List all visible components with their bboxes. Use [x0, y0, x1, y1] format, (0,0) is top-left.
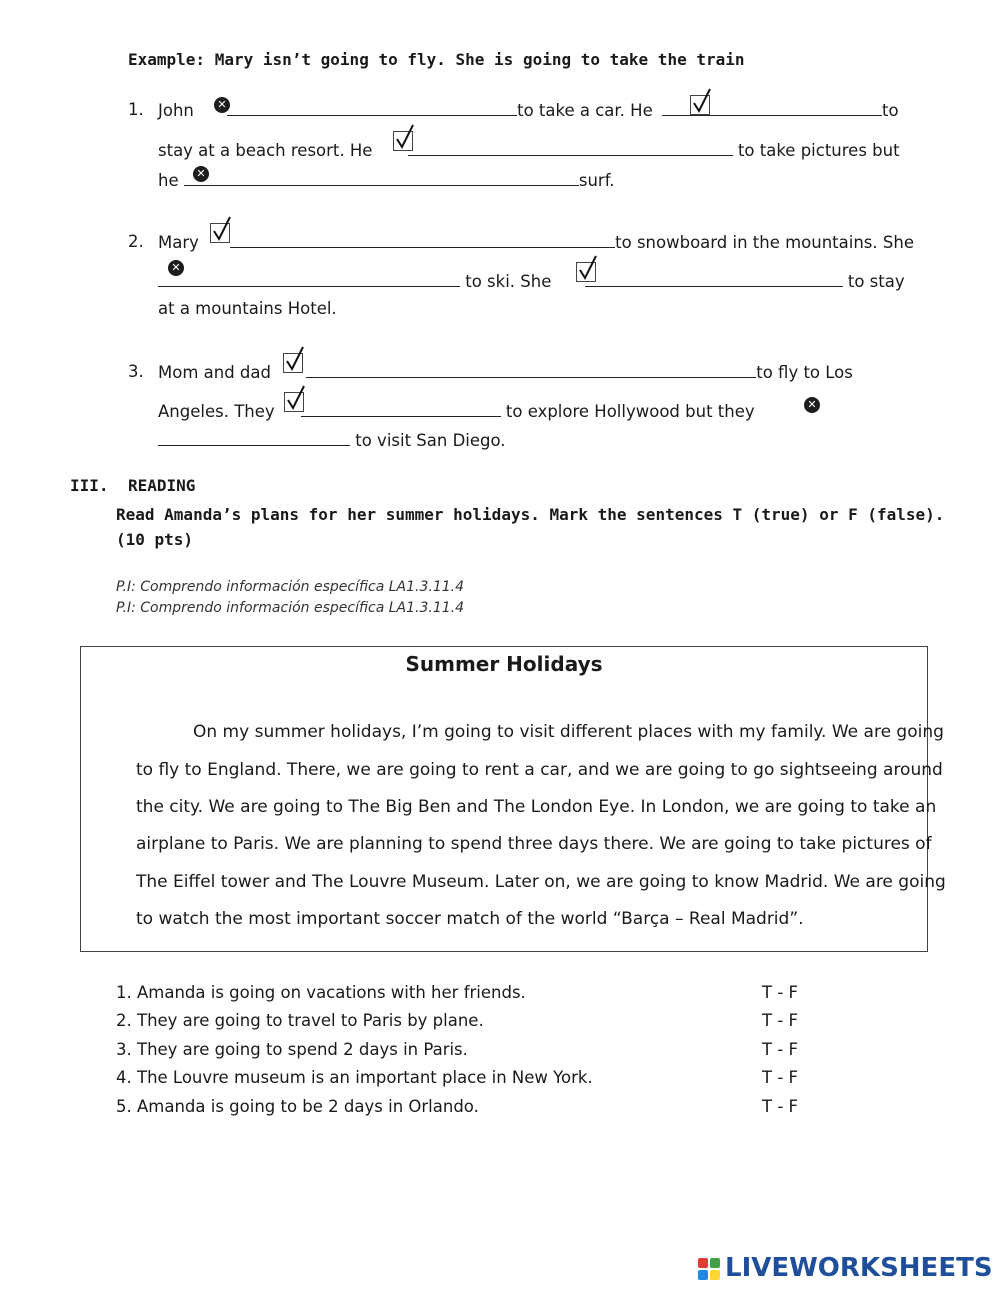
q2-text-a: Mary	[158, 233, 205, 252]
story-line: On my summer holidays, I’m going to visit different places with my family. We are going	[193, 722, 944, 742]
logo-block	[698, 1258, 708, 1268]
q2-text-b: to snowboard in the mountains. She	[615, 233, 914, 252]
q3-line3	[158, 430, 506, 450]
logo-block	[698, 1270, 708, 1280]
statement-text: 2. They are going to travel to Paris by plane.	[116, 1011, 484, 1030]
checkmark-icon	[284, 392, 304, 412]
q1-text-a: John	[158, 101, 200, 120]
true-false-option[interactable]: T - F	[762, 1040, 799, 1059]
q2-text-d: to stay	[842, 272, 905, 291]
true-false-option[interactable]: T - F	[762, 1097, 799, 1116]
logo-block	[710, 1270, 720, 1280]
cross-icon: ✕	[804, 397, 820, 413]
q2-line3: at a mountains Hotel.	[158, 299, 337, 318]
story-title: Summer Holidays	[405, 652, 603, 676]
checkmark-icon	[690, 95, 710, 115]
logo-block	[710, 1258, 720, 1268]
q1-text-c: to	[881, 101, 899, 120]
q3-text-c: Angeles. They	[158, 402, 275, 421]
checkmark-icon	[393, 131, 413, 151]
q2-line2	[158, 271, 905, 291]
q1-line3	[158, 170, 615, 190]
q1-text-g: surf.	[578, 171, 615, 190]
q2-blank-1[interactable]	[230, 232, 615, 248]
instruction-line2: (10 pts)	[116, 530, 194, 549]
q3-line1	[158, 362, 853, 382]
q1-text-e: to take pictures but	[732, 141, 900, 160]
q3-text-e: to visit San Diego.	[350, 431, 506, 450]
q1-blank-3[interactable]	[408, 140, 733, 156]
cross-icon: ✕	[214, 97, 230, 113]
q1-line1	[158, 100, 899, 120]
q3-blank-3[interactable]	[158, 430, 350, 446]
statement-text: 3. They are going to spend 2 days in Paris.	[116, 1040, 468, 1059]
performance-indicator: P.I: Comprendo información específica LA1.3.11.4	[116, 579, 465, 595]
q1-text-b: to take a car. He	[517, 101, 658, 120]
q3-number: 3.	[128, 362, 144, 381]
example-sentence: Example: Mary isn’t going to fly. She is going to take the train	[128, 50, 745, 69]
story-line: to watch the most important soccer match of the world “Barça – Real Madrid”.	[136, 909, 804, 929]
cross-icon: ✕	[168, 260, 184, 276]
q1-line2	[158, 140, 900, 160]
true-false-option[interactable]: T - F	[762, 1011, 799, 1030]
story-line: the city. We are going to The Big Ben and The London Eye. In London, we are going to take an	[136, 797, 937, 817]
q2-number: 2.	[128, 232, 144, 251]
q3-text-a: Mom and dad	[158, 363, 277, 382]
q2-blank-2[interactable]	[158, 271, 460, 287]
brand-name: LIVEWORKSHEETS	[725, 1253, 993, 1283]
q2-blank-3[interactable]	[585, 271, 843, 287]
checkmark-icon	[283, 353, 303, 373]
q1-text-f: he	[158, 171, 184, 190]
true-false-option[interactable]: T - F	[762, 1068, 799, 1087]
story-line: airplane to Paris. We are planning to spend three days there. We are going to take pictures of	[136, 834, 932, 854]
q2-line1	[158, 232, 914, 252]
q1-blank-1[interactable]	[227, 100, 517, 116]
true-false-option[interactable]: T - F	[762, 983, 799, 1002]
story-line: The Eiffel tower and The Louvre Museum. Later on, we are going to know Madrid. We are going	[136, 872, 946, 892]
q1-text-d: stay at a beach resort. He	[158, 141, 378, 160]
q1-number: 1.	[128, 100, 144, 119]
performance-indicator: P.I: Comprendo información específica LA1.3.11.4	[116, 600, 465, 616]
q3-text-b: to fly to Los	[756, 363, 853, 382]
checkmark-icon	[210, 223, 230, 243]
q2-text-c: to ski. She	[460, 272, 557, 291]
section-number: III.	[70, 476, 109, 495]
liveworksheets-logo-icon	[698, 1258, 722, 1282]
statement-text: 1. Amanda is going on vacations with her friends.	[116, 983, 526, 1002]
cross-icon: ✕	[193, 166, 209, 182]
checkmark-icon	[576, 262, 596, 282]
instruction-line1: Read Amanda’s plans for her summer holidays. Mark the sentences T (true) or F (false).	[116, 505, 945, 524]
statement-text: 5. Amanda is going to be 2 days in Orlando.	[116, 1097, 479, 1116]
statement-text: 4. The Louvre museum is an important place in New York.	[116, 1068, 593, 1087]
q3-line2	[158, 401, 755, 421]
section-title: READING	[128, 476, 196, 495]
q1-blank-4[interactable]	[184, 170, 579, 186]
q3-text-d: to explore Hollywood but they	[500, 402, 755, 421]
q3-blank-1[interactable]	[306, 362, 756, 378]
story-line: to fly to England. There, we are going to rent a car, and we are going to go sightseeing around	[136, 760, 943, 780]
q3-blank-2[interactable]	[301, 401, 501, 417]
